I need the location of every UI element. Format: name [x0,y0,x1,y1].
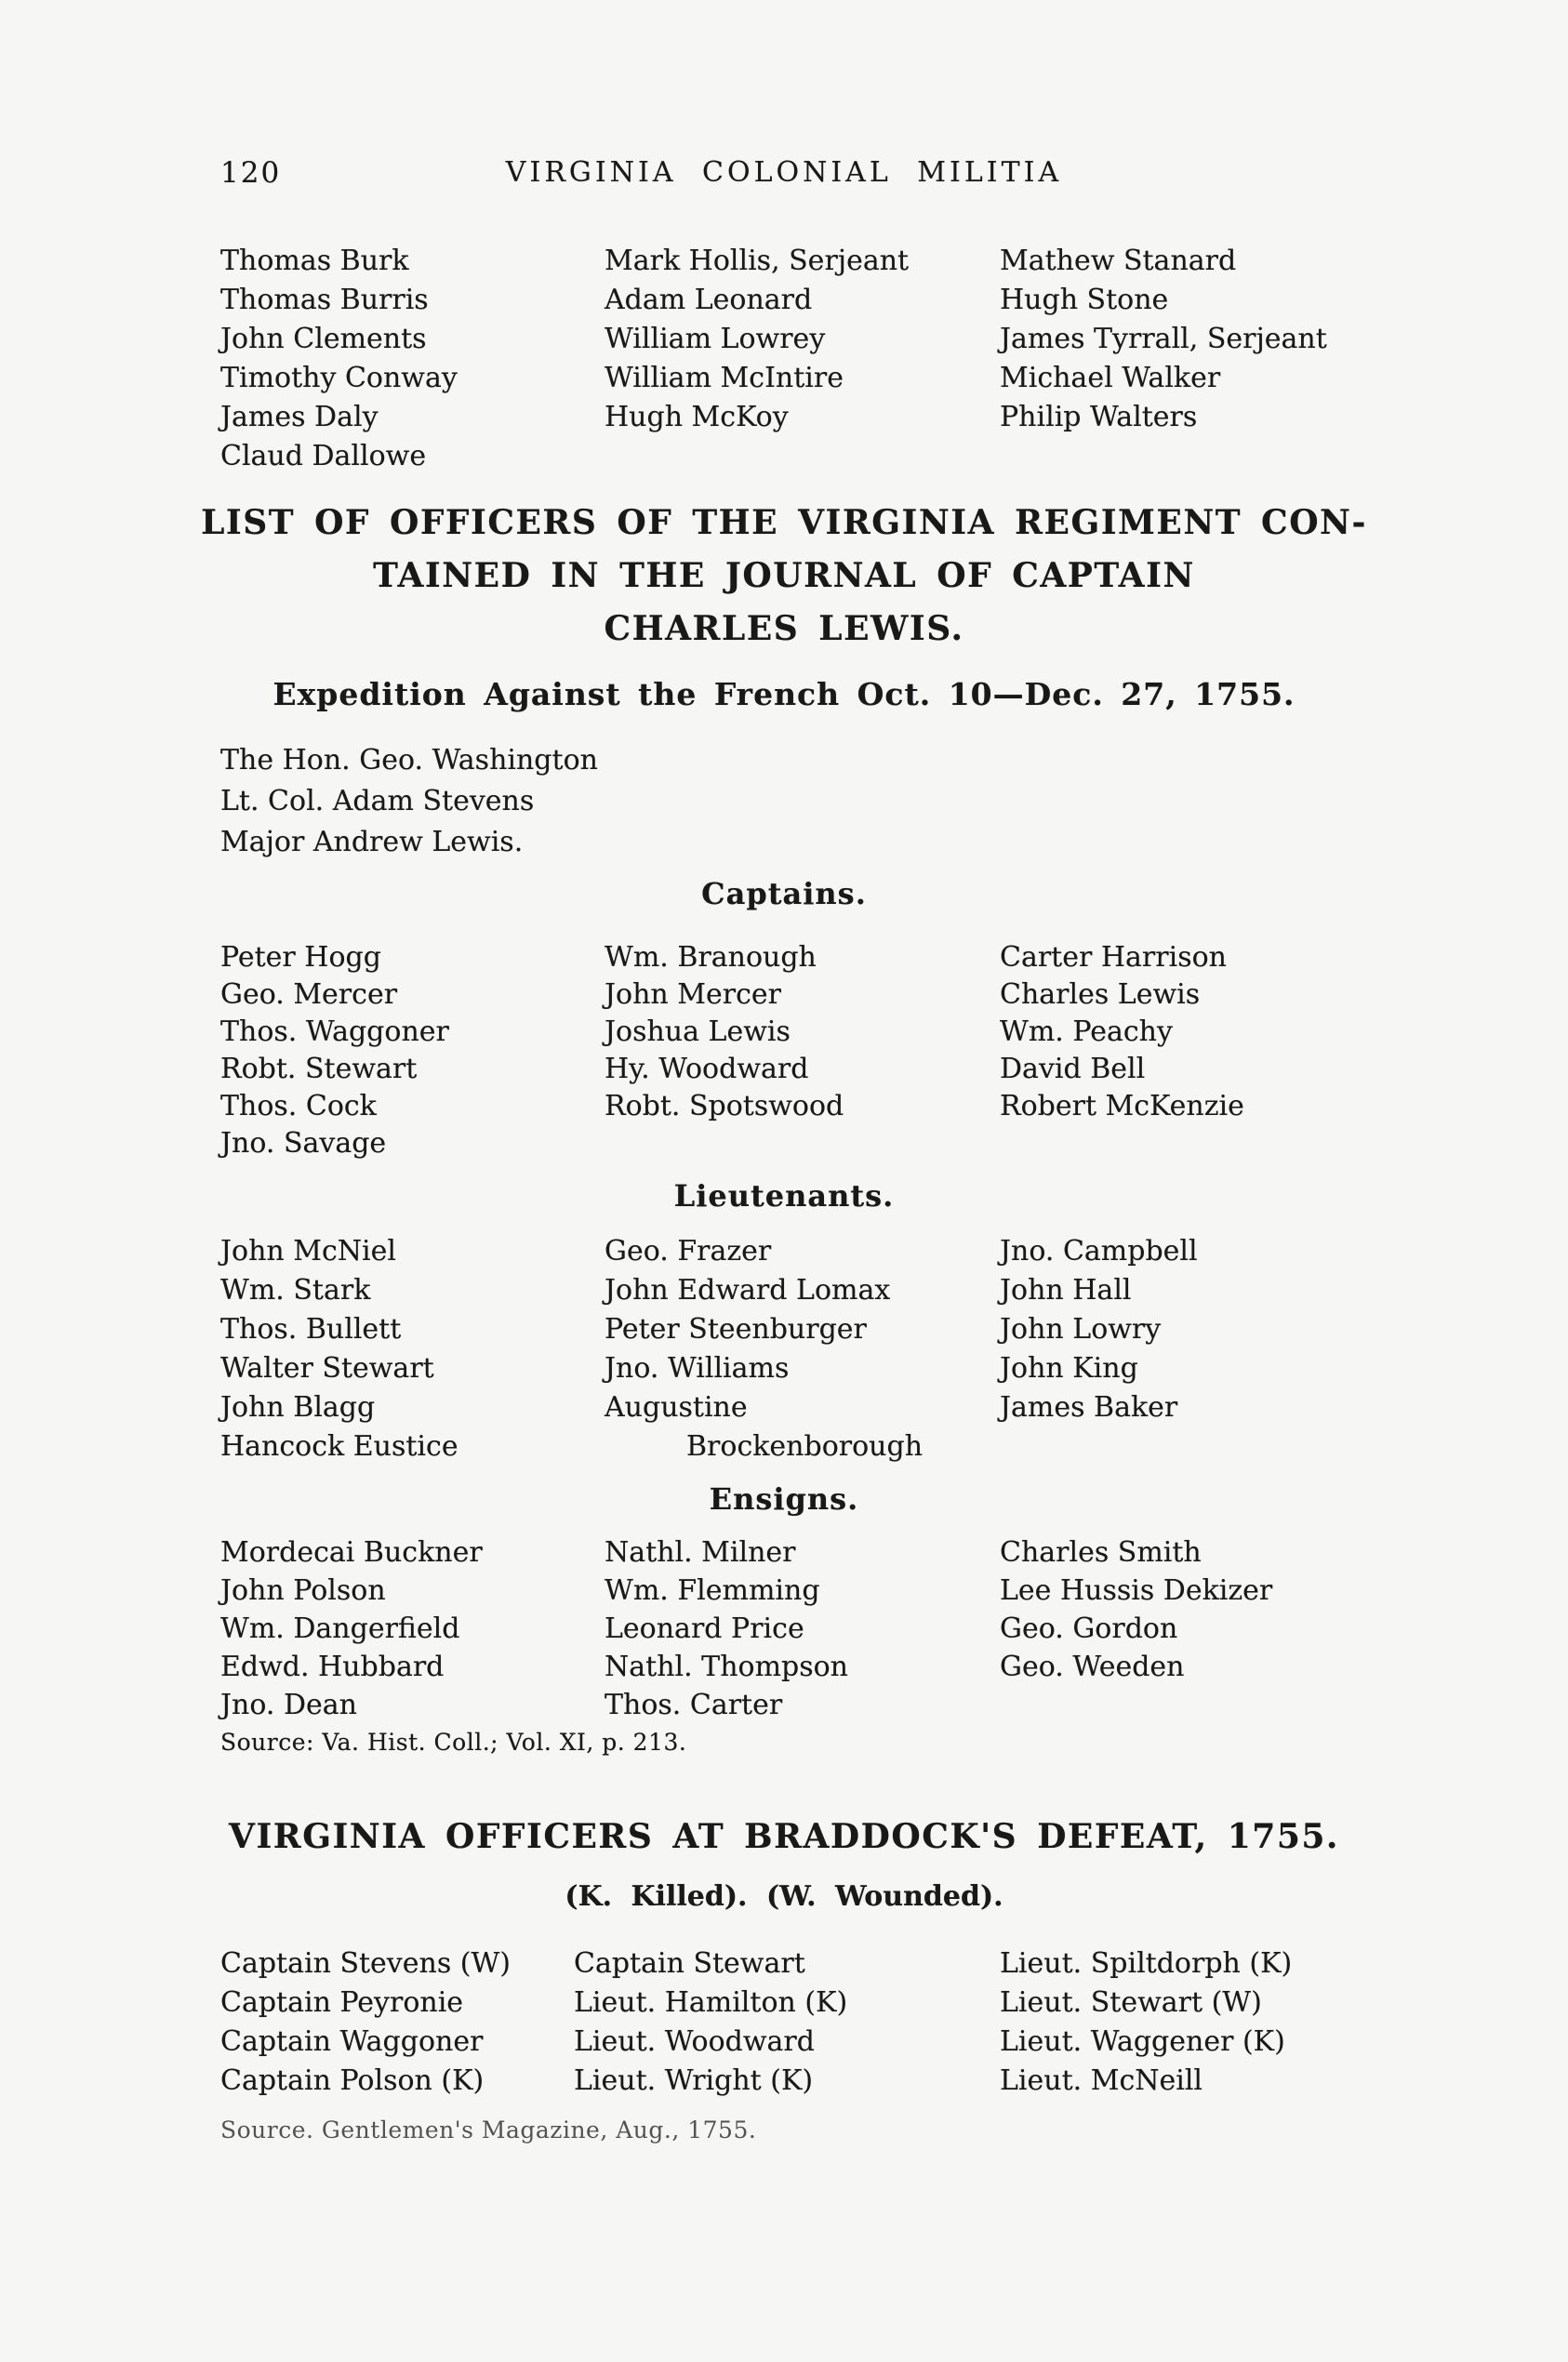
ensigns-column-1 [220,1533,605,1724]
commander-name: Major Andrew Lewis. [220,826,524,858]
captain-name: Charles Lewis [1000,978,1201,1011]
commanders-list [0,740,1568,863]
militia-roster [0,242,1568,476]
expedition-subtitle: Expedition Against the French Oct. 10—Dec. 27, 1755. [272,676,1296,712]
captains-roster [0,939,1568,1162]
militia-roster-column-1 [220,242,605,476]
lieutenant-name: John Blagg [220,1391,376,1424]
captains-column-1 [220,939,605,1162]
captain-name: Thos. Waggoner [220,1015,449,1048]
ensign-name: Edwd. Hubbard [220,1651,445,1683]
militia-name: John Clements [220,323,427,355]
captains-column-2 [605,939,1000,1162]
lieutenant-name: John McNiel [220,1235,396,1267]
militia-name: Philip Walters [1000,401,1198,433]
militia-name: William Lowrey [605,323,826,355]
lieutenant-name: Geo. Frazer [605,1235,772,1267]
running-head [0,156,1568,193]
journal-section-title [0,497,1568,656]
ensign-name: Nathl. Thompson [605,1651,849,1683]
braddock-officer-name: Captain Peyronie [220,1986,464,2019]
lieutenants-column-2 [605,1232,1000,1466]
lieutenant-name: Jno. Campbell [1000,1235,1198,1267]
ensign-name: Thos. Carter [605,1689,783,1721]
ensigns-column-2 [605,1533,1000,1724]
lieutenant-name: James Baker [1000,1391,1178,1424]
page-number: 120 [220,156,282,190]
braddock-officer-name: Captain Stewart [574,1947,805,1980]
lieutenant-name: Wm. Stark [220,1274,371,1307]
ensign-name: Geo. Weeden [1000,1651,1185,1683]
militia-name: Hugh Stone [1000,284,1169,316]
captain-name: Hy. Woodward [605,1053,809,1085]
braddock-officer-name: Captain Polson (K) [220,2064,485,2097]
lieutenant-name: Peter Steenburger [605,1313,867,1346]
lieutenant-name: Hancock Eustice [220,1430,458,1463]
militia-roster-column-2 [605,242,1000,476]
ensigns-column-3 [1000,1533,1438,1724]
militia-name: James Tyrrall, Serjeant [1000,323,1327,355]
braddock-title: VIRGINIA OFFICERS AT BRADDOCK'S DEFEAT, 1755. [229,1817,1339,1856]
ensign-name: Mordecai Buckner [220,1536,483,1569]
braddock-roster [0,1944,1568,2101]
ensign-name: Wm. Flemming [605,1574,820,1607]
journal-section-title-line: CHARLES LEWIS. [604,609,964,648]
lieutenants-heading: Lieutenants. [673,1178,895,1214]
lieutenants-column-3 [1000,1232,1438,1466]
ensign-name: Jno. Dean [220,1689,357,1721]
captains-heading: Captains. [701,876,867,911]
braddock-officer-name: Lieut. Wright (K) [574,2064,814,2097]
militia-name: Thomas Burris [220,284,429,316]
lieutenant-name: John King [1000,1352,1138,1385]
militia-name: Mark Hollis, Serjeant [605,245,910,277]
braddock-officer-name: Lieut. Woodward [574,2025,815,2058]
captain-name: Carter Harrison [1000,941,1227,974]
militia-name: Thomas Burk [220,245,409,277]
captain-name: Wm. Peachy [1000,1015,1173,1048]
captain-name: John Mercer [605,978,781,1011]
lieutenant-name: Brockenborough [686,1430,924,1463]
lieutenants-column-1 [220,1232,605,1466]
lieutenant-name: Walter Stewart [220,1352,434,1385]
captain-name: Wm. Branough [605,941,817,974]
braddock-officer-name: Lieut. Stewart (W) [1000,1986,1262,2019]
commander-name: The Hon. Geo. Washington [220,744,598,776]
captain-name: Robt. Spotswood [605,1090,844,1122]
ensigns-heading: Ensigns. [709,1481,859,1517]
running-header: VIRGINIA COLONIAL MILITIA [505,156,1063,189]
braddock-officer-name: Captain Waggoner [220,2025,484,2058]
militia-roster-column-3 [1000,242,1438,476]
captain-name: David Bell [1000,1053,1146,1085]
captain-name: Jno. Savage [220,1127,387,1160]
braddock-legend: (K. Killed). (W. Wounded). [565,1880,1003,1913]
captain-name: Robt. Stewart [220,1053,418,1085]
militia-name: Mathew Stanard [1000,245,1237,277]
captain-name: Joshua Lewis [605,1015,791,1048]
lieutenant-name: John Lowry [1000,1313,1162,1346]
braddock-column-1 [220,1944,574,2101]
militia-name: Timothy Conway [220,362,458,394]
braddock-officer-name: Lieut. Waggener (K) [1000,2025,1285,2058]
ensign-name: Leonard Price [605,1612,804,1645]
militia-name: James Daly [220,401,379,433]
lieutenant-name: Jno. Williams [605,1352,790,1385]
militia-name: William McIntire [605,362,844,394]
militia-name: Claud Dallowe [220,440,427,472]
braddock-officer-name: Lieut. McNeill [1000,2064,1203,2097]
captain-name: Peter Hogg [220,941,381,974]
braddock-column-2 [574,1944,1000,2101]
captain-name: Geo. Mercer [220,978,398,1011]
ensign-name: Lee Hussis Dekizer [1000,1574,1273,1607]
journal-section-title-line: TAINED IN THE JOURNAL OF CAPTAIN [373,556,1195,595]
lieutenant-name: Thos. Bullett [220,1313,402,1346]
ensign-name: Charles Smith [1000,1536,1202,1569]
militia-name: Michael Walker [1000,362,1221,394]
braddock-officer-name: Captain Stevens (W) [220,1947,511,1980]
lieutenants-roster [0,1232,1568,1466]
militia-name: Adam Leonard [605,284,813,316]
braddock-column-3 [1000,1944,1438,2101]
lieutenant-name: Augustine [605,1391,748,1424]
lieutenant-name: John Hall [1000,1274,1132,1307]
braddock-source-note: Source. Gentlemen's Magazine, Aug., 1755. [220,2117,757,2143]
commander-name: Lt. Col. Adam Stevens [220,785,535,817]
ensign-name: Geo. Gordon [1000,1612,1178,1645]
journal-source-note: Source: Va. Hist. Coll.; Vol. XI, p. 213. [220,1729,687,1756]
ensigns-roster [0,1533,1568,1724]
captain-name: Robert McKenzie [1000,1090,1244,1122]
lieutenant-name: John Edward Lomax [605,1274,891,1307]
ensign-name: Wm. Dangerfield [220,1612,460,1645]
captains-column-3 [1000,939,1438,1162]
journal-section-title-line: LIST OF OFFICERS OF THE VIRGINIA REGIMENT CON- [201,503,1367,542]
braddock-officer-name: Lieut. Hamilton (K) [574,1986,848,2019]
ensign-name: Nathl. Milner [605,1536,796,1569]
ensign-name: John Polson [220,1574,386,1607]
braddock-officer-name: Lieut. Spiltdorph (K) [1000,1947,1293,1980]
militia-name: Hugh McKoy [605,401,789,433]
captain-name: Thos. Cock [220,1090,377,1122]
